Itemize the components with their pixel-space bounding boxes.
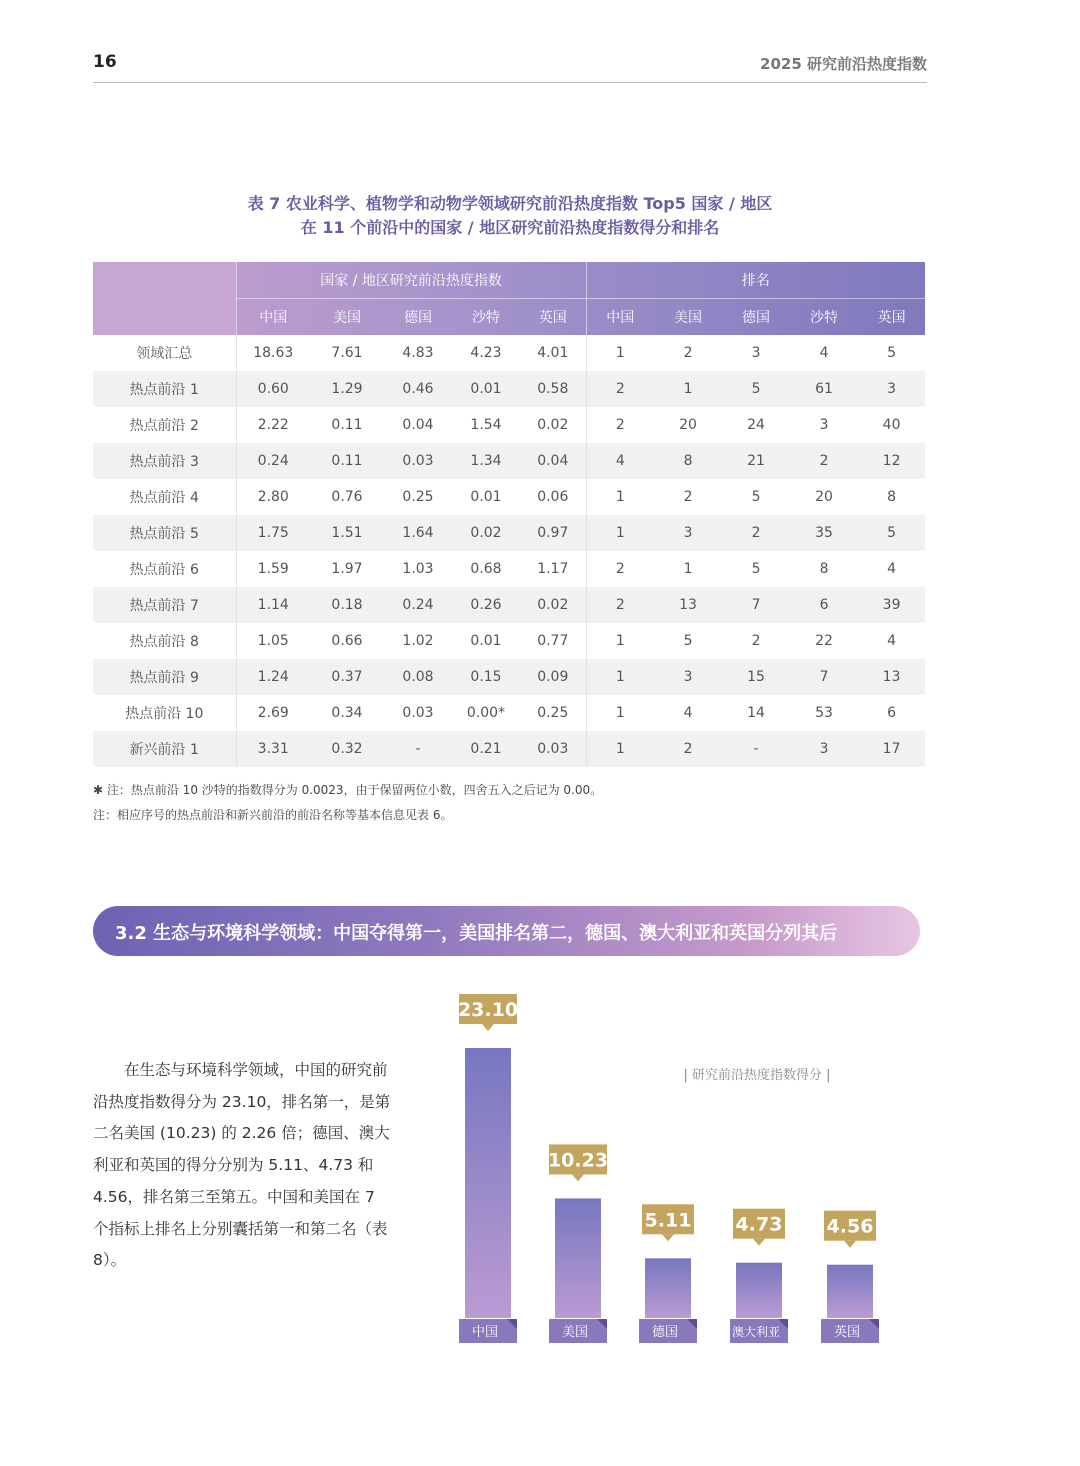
score-cell: 2.22 xyxy=(257,417,289,433)
row-label: 热点前沿 5 xyxy=(93,515,236,551)
category-label: 美国 xyxy=(561,1325,589,1340)
rank-cell: 4 xyxy=(887,561,897,577)
score-cell: 0.77 xyxy=(537,633,569,649)
table-caption-line-2: 在 11 个前沿中的国家 / 地区研究前沿热度指数得分和排名 xyxy=(300,218,720,237)
score-cell: 3.31 xyxy=(236,731,310,767)
col-header-rank-sa: 沙特 xyxy=(790,299,858,336)
score-cell: 0.15 xyxy=(452,659,520,695)
value-label-pointer xyxy=(572,1174,584,1181)
score-cell: 1.03 xyxy=(402,561,434,577)
score-cell: 0.24 xyxy=(384,587,452,623)
rank-cell: 2 xyxy=(722,515,790,551)
category-label: 中国 xyxy=(471,1325,499,1340)
rank-cell: 22 xyxy=(815,633,833,649)
index-group-header: 国家 / 地区研究前沿热度指数 xyxy=(236,262,586,299)
bar xyxy=(827,1265,873,1318)
rank-cell: 2 xyxy=(586,551,654,587)
row-label: 热点前沿 7 xyxy=(93,587,236,623)
rank-cell: 13 xyxy=(858,659,925,695)
row-label: 热点前沿 9 xyxy=(93,659,236,695)
col-header-rank-us: 美国 xyxy=(654,299,722,336)
running-title: 2025 研究前沿热度指数 xyxy=(760,55,927,73)
score-cell: 7.61 xyxy=(331,345,363,361)
value-label-pointer xyxy=(482,1024,494,1031)
score-cell: 0.03 xyxy=(520,731,586,767)
score-cell: 0.46 xyxy=(384,371,452,407)
rank-cell: 7 xyxy=(722,587,790,623)
col-header-score-cn: 中国 xyxy=(236,299,310,336)
rank-cell: 5 xyxy=(722,371,790,407)
score-cell: 0.01 xyxy=(470,489,502,505)
value-label-pointer xyxy=(844,1241,856,1248)
col-header-rank-uk: 英国 xyxy=(858,299,925,336)
rank-cell: 35 xyxy=(790,515,858,551)
row-label: 热点前沿 1 xyxy=(93,371,236,407)
score-cell: 4.23 xyxy=(470,345,502,361)
score-cell: 0.08 xyxy=(384,659,452,695)
table-row xyxy=(93,479,925,515)
score-cell: 0.09 xyxy=(520,659,586,695)
value-label: 23.10 xyxy=(457,999,519,1021)
rank-cell: 20 xyxy=(815,489,833,505)
header-rule xyxy=(93,82,927,83)
table-caption-line-1: 表 7 农业科学、植物学和动物学领域研究前沿热度指数 Top5 国家 / 地区 xyxy=(247,194,773,213)
rank-cell: 40 xyxy=(882,417,901,433)
rank-cell: 5 xyxy=(751,561,761,577)
score-cell: 1.51 xyxy=(310,515,384,551)
rank-cell: 5 xyxy=(858,515,925,551)
bar xyxy=(736,1263,782,1318)
score-cell: 1.14 xyxy=(236,587,310,623)
rank-cell: 1 xyxy=(586,731,654,767)
table-caption xyxy=(93,192,927,240)
col-header-rank-cn: 中国 xyxy=(586,299,654,336)
rank-cell: 8 xyxy=(819,561,829,577)
rank-cell: 1 xyxy=(586,623,654,659)
col-header-score-us: 美国 xyxy=(310,299,384,336)
score-cell: 1.75 xyxy=(236,515,310,551)
table-row xyxy=(93,515,925,551)
rank-cell: 14 xyxy=(747,705,765,721)
rank-cell: 2 xyxy=(790,443,858,479)
rank-cell: 5 xyxy=(751,489,761,505)
score-cell: 0.58 xyxy=(520,371,586,407)
rank-cell: 4 xyxy=(586,443,654,479)
body-paragraph: 在生态与环境科学领域，中国的研究前沿热度指数得分为 23.10，排名第一，是第二名美国 (10.23) 的 2.26 倍；德国、澳大利亚和英国的得分分别为 5.11、4.73 和 4.56，排名第三至第五。中国和美国在 7 个指标上排名上分别囊括第一和第二名（表 8）。 xyxy=(93,1061,391,1270)
rank-cell: - xyxy=(722,731,790,767)
category-label: 澳大利亚 xyxy=(731,1325,781,1339)
score-cell: 0.11 xyxy=(310,443,384,479)
rank-group-header: 排名 xyxy=(586,262,925,299)
value-label: 10.23 xyxy=(547,1149,609,1172)
score-cell: 0.24 xyxy=(236,443,310,479)
score-cell: 0.02 xyxy=(537,417,569,433)
rank-cell: 1 xyxy=(586,659,654,695)
score-cell: 1.59 xyxy=(257,561,289,577)
table-row xyxy=(93,731,925,767)
rank-cell: 2 xyxy=(683,345,693,361)
score-cell: 0.04 xyxy=(402,417,434,433)
rank-cell: 2 xyxy=(751,633,761,649)
score-cell: 0.66 xyxy=(331,633,363,649)
rank-cell: 4 xyxy=(887,633,897,649)
score-cell: 0.97 xyxy=(520,515,586,551)
rank-cell: 1 xyxy=(654,371,722,407)
score-cell: 1.54 xyxy=(470,417,502,433)
row-label: 领域汇总 xyxy=(93,335,236,371)
score-cell: 4.83 xyxy=(402,345,434,361)
score-cell: 2.80 xyxy=(257,489,289,505)
score-bar-chart xyxy=(420,990,890,1350)
score-cell: 1.17 xyxy=(537,561,569,577)
table-row xyxy=(93,659,925,695)
category-label: 德国 xyxy=(651,1325,679,1340)
score-cell: 0.02 xyxy=(452,515,520,551)
rank-cell: 1 xyxy=(586,479,654,515)
score-cell: 0.04 xyxy=(520,443,586,479)
score-cell: 0.25 xyxy=(537,705,569,721)
rank-cell: 15 xyxy=(722,659,790,695)
row-label: 新兴前沿 1 xyxy=(93,731,236,767)
score-cell: 0.60 xyxy=(236,371,310,407)
rank-cell: 20 xyxy=(679,417,697,433)
score-cell: 1.64 xyxy=(384,515,452,551)
rank-cell: 2 xyxy=(683,489,693,505)
score-cell: 0.01 xyxy=(452,371,520,407)
table-row xyxy=(93,407,925,443)
rank-cell: 17 xyxy=(858,731,925,767)
score-rank-table xyxy=(93,262,925,767)
table-row xyxy=(93,695,925,731)
score-cell: 4.01 xyxy=(537,345,569,361)
section-heading-banner xyxy=(93,906,920,956)
score-cell: 0.21 xyxy=(452,731,520,767)
table-footnote-2: 注：相应序号的热点前沿和新兴前沿的前沿名称等基本信息见表 6。 xyxy=(93,808,453,822)
score-cell: 0.00* xyxy=(466,705,506,721)
score-cell: 0.76 xyxy=(331,489,363,505)
score-cell: 0.18 xyxy=(310,587,384,623)
rank-cell: 5 xyxy=(887,345,897,361)
score-cell: 0.34 xyxy=(331,705,363,721)
score-cell: 0.02 xyxy=(520,587,586,623)
rank-cell: 4 xyxy=(683,705,693,721)
rank-cell: 3 xyxy=(654,515,722,551)
rank-cell: 39 xyxy=(858,587,925,623)
score-cell: 1.29 xyxy=(310,371,384,407)
table-row xyxy=(93,623,925,659)
score-cell: 1.05 xyxy=(257,633,289,649)
rank-cell: 5 xyxy=(683,633,693,649)
rank-cell: 24 xyxy=(747,417,765,433)
section-heading: 3.2 生态与环境科学领域：中国夺得第一，美国排名第二，德国、澳大利亚和英国分列其后 xyxy=(115,923,838,944)
page-number: 16 xyxy=(93,52,117,72)
table-row xyxy=(93,551,925,587)
rank-cell: 2 xyxy=(586,407,654,443)
rank-cell: 2 xyxy=(654,731,722,767)
row-label: 热点前沿 10 xyxy=(93,695,236,731)
rank-cell: 53 xyxy=(815,705,833,721)
score-cell: 0.03 xyxy=(402,705,434,721)
score-cell: 1.02 xyxy=(402,633,434,649)
table-row xyxy=(93,371,925,407)
rank-cell: 61 xyxy=(790,371,858,407)
score-cell: 1.24 xyxy=(236,659,310,695)
category-label: 英国 xyxy=(833,1325,861,1340)
body-paragraph-container xyxy=(93,1055,393,1277)
value-label-pointer xyxy=(753,1239,765,1246)
rank-cell: 8 xyxy=(654,443,722,479)
table-row xyxy=(93,335,925,371)
rank-cell: 4 xyxy=(819,345,829,361)
rank-cell: 1 xyxy=(586,335,654,371)
table-header xyxy=(93,262,925,335)
rank-cell: 3 xyxy=(819,417,829,433)
rank-cell: 3 xyxy=(858,371,925,407)
row-label: 热点前沿 2 xyxy=(93,407,236,443)
rank-cell: 13 xyxy=(654,587,722,623)
rank-cell: 21 xyxy=(722,443,790,479)
rank-cell: 3 xyxy=(790,731,858,767)
row-label: 热点前沿 3 xyxy=(93,443,236,479)
table-row xyxy=(93,443,925,479)
col-header-score-de: 德国 xyxy=(384,299,452,336)
rank-cell: 3 xyxy=(751,345,761,361)
rank-cell: 1 xyxy=(586,515,654,551)
bar xyxy=(465,1048,511,1318)
score-cell: 2.69 xyxy=(257,705,289,721)
score-cell: 0.37 xyxy=(310,659,384,695)
score-cell: 0.32 xyxy=(310,731,384,767)
table-footnote-1: ✱ 注：热点前沿 10 沙特的指数得分为 0.0023，由于保留两位小数，四舍五入之后记为 0.00。 xyxy=(93,783,603,797)
rank-cell: 7 xyxy=(790,659,858,695)
bar xyxy=(555,1198,601,1318)
score-cell: 0.25 xyxy=(402,489,434,505)
rank-cell: 12 xyxy=(858,443,925,479)
score-cell: 18.63 xyxy=(253,345,294,361)
score-cell: 1.34 xyxy=(452,443,520,479)
value-label: 4.73 xyxy=(735,1213,783,1236)
rank-cell: 2 xyxy=(586,587,654,623)
score-cell: - xyxy=(384,731,452,767)
col-header-rank-de: 德国 xyxy=(722,299,790,336)
rank-cell: 8 xyxy=(887,489,897,505)
score-cell: 0.68 xyxy=(470,561,502,577)
score-cell: 1.97 xyxy=(331,561,363,577)
table-body xyxy=(93,335,925,767)
value-label: 5.11 xyxy=(644,1209,692,1232)
bar xyxy=(645,1258,691,1318)
row-label: 热点前沿 6 xyxy=(93,551,236,587)
value-label-pointer xyxy=(662,1234,674,1241)
score-cell: 0.03 xyxy=(384,443,452,479)
col-header-score-uk: 英国 xyxy=(520,299,586,336)
rank-cell: 1 xyxy=(683,561,693,577)
chart-title: | 研究前沿热度指数得分 | xyxy=(683,1068,831,1083)
score-cell: 0.26 xyxy=(452,587,520,623)
score-cell: 0.06 xyxy=(537,489,569,505)
rank-cell: 6 xyxy=(887,705,897,721)
table-row xyxy=(93,587,925,623)
table-corner-cell xyxy=(93,262,236,335)
rank-cell: 1 xyxy=(586,695,654,731)
col-header-score-sa: 沙特 xyxy=(452,299,520,336)
rank-cell: 2 xyxy=(586,371,654,407)
row-label: 热点前沿 8 xyxy=(93,623,236,659)
value-label: 4.56 xyxy=(826,1215,874,1238)
score-cell: 0.11 xyxy=(331,417,363,433)
rank-cell: 3 xyxy=(654,659,722,695)
score-cell: 0.01 xyxy=(470,633,502,649)
row-label: 热点前沿 4 xyxy=(93,479,236,515)
rank-cell: 6 xyxy=(790,587,858,623)
